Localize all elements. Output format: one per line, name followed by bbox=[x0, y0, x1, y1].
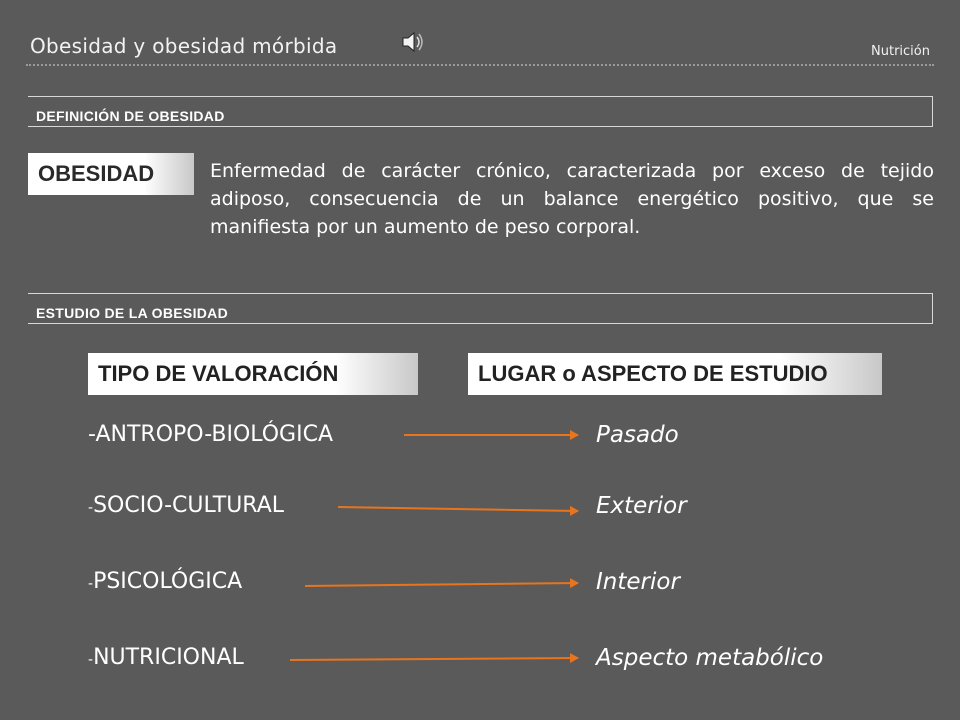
row-dash: - bbox=[88, 500, 94, 516]
arrow-row-2 bbox=[338, 507, 578, 511]
definition-text: Enfermedad de carácter crónico, caracterizada por exceso de tejido adiposo, consecuencia de un balance energético positivo, que se manifiesta por un aumento de peso corporal. bbox=[210, 160, 934, 238]
row-type-label: SOCIO-CULTURAL bbox=[93, 493, 284, 518]
subject-label: Nutrición bbox=[871, 44, 930, 59]
row-place-label: Interior bbox=[596, 569, 680, 595]
definition-section-heading: DEFINICIÓN DE OBESIDAD bbox=[36, 108, 225, 124]
term-box: OBESIDAD bbox=[28, 153, 194, 195]
arrow-row-4 bbox=[290, 658, 578, 660]
row-type-label: ANTROPO-BIOLÓGICA bbox=[95, 422, 333, 447]
row-dash: - bbox=[88, 652, 94, 668]
arrow-row-3 bbox=[305, 583, 578, 586]
row-dash: - bbox=[88, 576, 94, 592]
column-header-type: TIPO DE VALORACIÓN bbox=[88, 353, 418, 395]
row-place-label: Aspecto metabólico bbox=[596, 645, 824, 671]
row-dash: - bbox=[88, 422, 96, 447]
row-type-label: NUTRICIONAL bbox=[93, 645, 244, 670]
row-type-label: PSICOLÓGICA bbox=[93, 569, 243, 594]
study-section-heading: ESTUDIO DE LA OBESIDAD bbox=[36, 305, 228, 321]
row-place-label: Exterior bbox=[596, 493, 687, 519]
row-place-label: Pasado bbox=[596, 422, 679, 448]
slide-title: Obesidad y obesidad mórbida bbox=[30, 34, 338, 58]
column-header-place: LUGAR o ASPECTO DE ESTUDIO bbox=[468, 353, 882, 395]
